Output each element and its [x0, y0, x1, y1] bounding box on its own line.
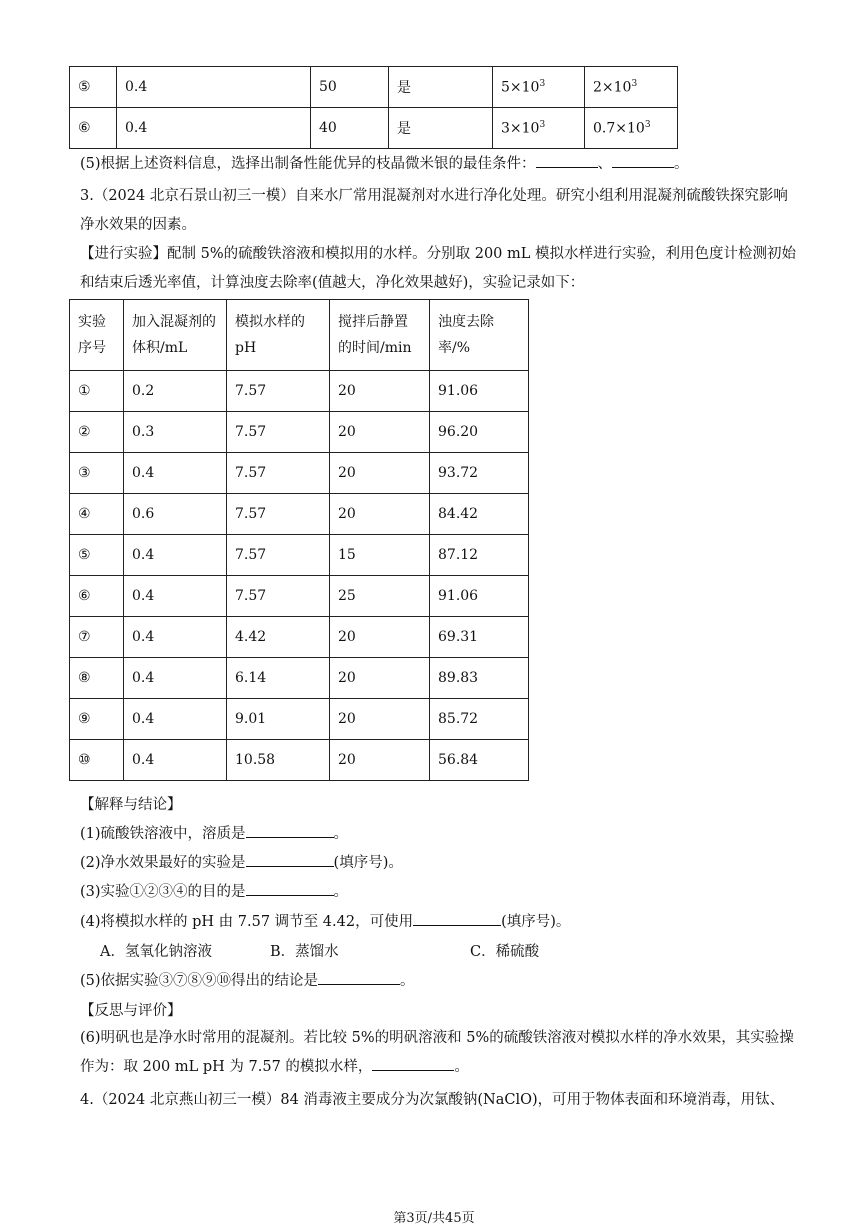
- table-cell: 7.57: [227, 453, 330, 494]
- experiment-table: [69, 299, 529, 781]
- answer-blank[interactable]: [318, 970, 400, 985]
- question-3: (3)实验①②③④的目的是 。: [80, 880, 348, 901]
- table-cell: 20: [330, 412, 430, 453]
- table-row: [70, 740, 529, 781]
- table-cell: 87.12: [430, 535, 529, 576]
- table-row: [70, 453, 529, 494]
- table-cell: 4.42: [227, 617, 330, 658]
- table-row: [70, 576, 529, 617]
- header-cell: 搅拌后静置的时间/min: [330, 300, 430, 371]
- table-cell: 50: [311, 67, 389, 108]
- answer-blank[interactable]: [372, 1056, 454, 1071]
- table-cell: 20: [330, 371, 430, 412]
- header-cell: 模拟水样的pH: [227, 300, 330, 371]
- table-cell: 7.57: [227, 535, 330, 576]
- table-cell: ①: [70, 371, 124, 412]
- table-cell: 0.4: [124, 658, 227, 699]
- table-row: [70, 108, 678, 149]
- header-cell: 实验序号: [70, 300, 124, 371]
- table-cell: $2\times 10^3$: [585, 67, 678, 108]
- table-row: [70, 617, 529, 658]
- answer-blank[interactable]: [246, 881, 334, 896]
- table-cell: 10.58: [227, 740, 330, 781]
- table-cell: 0.6: [124, 494, 227, 535]
- question-4-options: [100, 940, 539, 961]
- table-cell: 89.83: [430, 658, 529, 699]
- table-row: [70, 67, 678, 108]
- table-cell: ⑨: [70, 699, 124, 740]
- top-data-table: [69, 66, 678, 149]
- table-cell: 0.4: [124, 576, 227, 617]
- table-cell: 7.57: [227, 371, 330, 412]
- table-cell: ⑥: [70, 108, 117, 149]
- table-cell: 0.4: [117, 108, 311, 149]
- problem-3-intro: 3.（2024 北京石景山初三一模）自来水厂常用混凝剂对水进行净化处理。研究小组利用混凝剂硫酸铁探究影响净水效果的因素。: [80, 188, 788, 233]
- table-cell: ⑩: [70, 740, 124, 781]
- answer-blank[interactable]: [536, 153, 598, 168]
- table-row: [70, 412, 529, 453]
- table-cell: 25: [330, 576, 430, 617]
- table-cell: 0.4: [124, 740, 227, 781]
- section-conclusion: 【解释与结论】: [80, 797, 182, 813]
- page-footer: 第3页/共45页: [393, 1211, 475, 1226]
- table-cell: ⑤: [70, 535, 124, 576]
- option-b: B．蒸馏水: [270, 944, 339, 960]
- question-5-previous: (5)根据上述资料信息，选择出制备性能优异的枝晶微米银的最佳条件： 、 。: [80, 152, 689, 173]
- table-cell: 20: [330, 494, 430, 535]
- table-cell: 20: [330, 453, 430, 494]
- problem-3-experiment: 【进行实验】配制 5%的硫酸铁溶液和模拟用的水样。分别取 200 mL 模拟水样进行实验，利用色度计检测初始和结束后透光率值，计算浊度去除率(值越大，净化效果越好)，实验记录如下：: [80, 246, 796, 291]
- table-cell: 85.72: [430, 699, 529, 740]
- table-cell: ⑦: [70, 617, 124, 658]
- table-cell: 6.14: [227, 658, 330, 699]
- answer-blank[interactable]: [612, 153, 674, 168]
- table-cell: 0.2: [124, 371, 227, 412]
- table-row: [70, 535, 529, 576]
- table-cell: 96.20: [430, 412, 529, 453]
- table-cell: 9.01: [227, 699, 330, 740]
- table-cell: 20: [330, 699, 430, 740]
- option-a: A．氢氧化钠溶液: [100, 944, 212, 960]
- header-cell: 加入混凝剂的体积/mL: [124, 300, 227, 371]
- answer-blank[interactable]: [246, 823, 334, 838]
- table-row: [70, 494, 529, 535]
- table-cell: 0.4: [117, 67, 311, 108]
- table-cell: 20: [330, 658, 430, 699]
- table-row: [70, 658, 529, 699]
- table-cell: 84.42: [430, 494, 529, 535]
- table-cell: 0.4: [124, 699, 227, 740]
- table-cell: 93.72: [430, 453, 529, 494]
- table-row: [70, 699, 529, 740]
- table-cell: 0.4: [124, 617, 227, 658]
- table-cell: ⑥: [70, 576, 124, 617]
- table-cell: ③: [70, 453, 124, 494]
- table-cell: 56.84: [430, 740, 529, 781]
- question-4: (4)将模拟水样的 pH 由 7.57 调节至 4.42，可使用 (填序号)。: [80, 910, 570, 931]
- table-cell: 20: [330, 740, 430, 781]
- table-cell: ⑧: [70, 658, 124, 699]
- question-5: (5)依据实验③⑦⑧⑨⑩得出的结论是 。: [80, 969, 415, 990]
- table-cell: 是: [389, 67, 493, 108]
- option-c: C．稀硫酸: [470, 944, 540, 960]
- table-cell: $3\times 10^3$: [493, 108, 585, 149]
- table-header-row: [70, 300, 529, 371]
- table-cell: 20: [330, 617, 430, 658]
- question-2: (2)净水效果最好的实验是 (填序号)。: [80, 851, 403, 872]
- table-cell: 是: [389, 108, 493, 149]
- question-6: (6)明矾也是净水时常用的混凝剂。若比较 5%的明矾溶液和 5%的硫酸铁溶液对模拟水样的净水效果，其实验操作为：取 200 mL pH 为 7.57 的模拟水样， 。: [80, 1030, 794, 1075]
- table-cell: 7.57: [227, 576, 330, 617]
- table-cell: 0.4: [124, 535, 227, 576]
- table-row: [70, 371, 529, 412]
- table-cell: $5\times 10^3$: [493, 67, 585, 108]
- table-cell: 91.06: [430, 576, 529, 617]
- answer-blank[interactable]: [246, 852, 334, 867]
- section-reflect: 【反思与评价】: [80, 1003, 182, 1019]
- table-cell: ②: [70, 412, 124, 453]
- table-cell: 7.57: [227, 412, 330, 453]
- table-cell: 0.4: [124, 453, 227, 494]
- table-cell: ④: [70, 494, 124, 535]
- question-1: (1)硫酸铁溶液中，溶质是 。: [80, 822, 348, 843]
- table-cell: ⑤: [70, 67, 117, 108]
- table-cell: 15: [330, 535, 430, 576]
- table-cell: $0.7\times 10^3$: [585, 108, 678, 149]
- table-cell: 40: [311, 108, 389, 149]
- problem-4-intro: 4.（2024 北京燕山初三一模）84 消毒液主要成分为次氯酸钠(NaClO)，可用于物体表面和环境消毒，用钛、: [80, 1092, 785, 1108]
- table-cell: 7.57: [227, 494, 330, 535]
- answer-blank[interactable]: [413, 911, 501, 926]
- table-cell: 0.3: [124, 412, 227, 453]
- table-cell: 69.31: [430, 617, 529, 658]
- header-cell: 浊度去除率/%: [430, 300, 529, 371]
- table-cell: 91.06: [430, 371, 529, 412]
